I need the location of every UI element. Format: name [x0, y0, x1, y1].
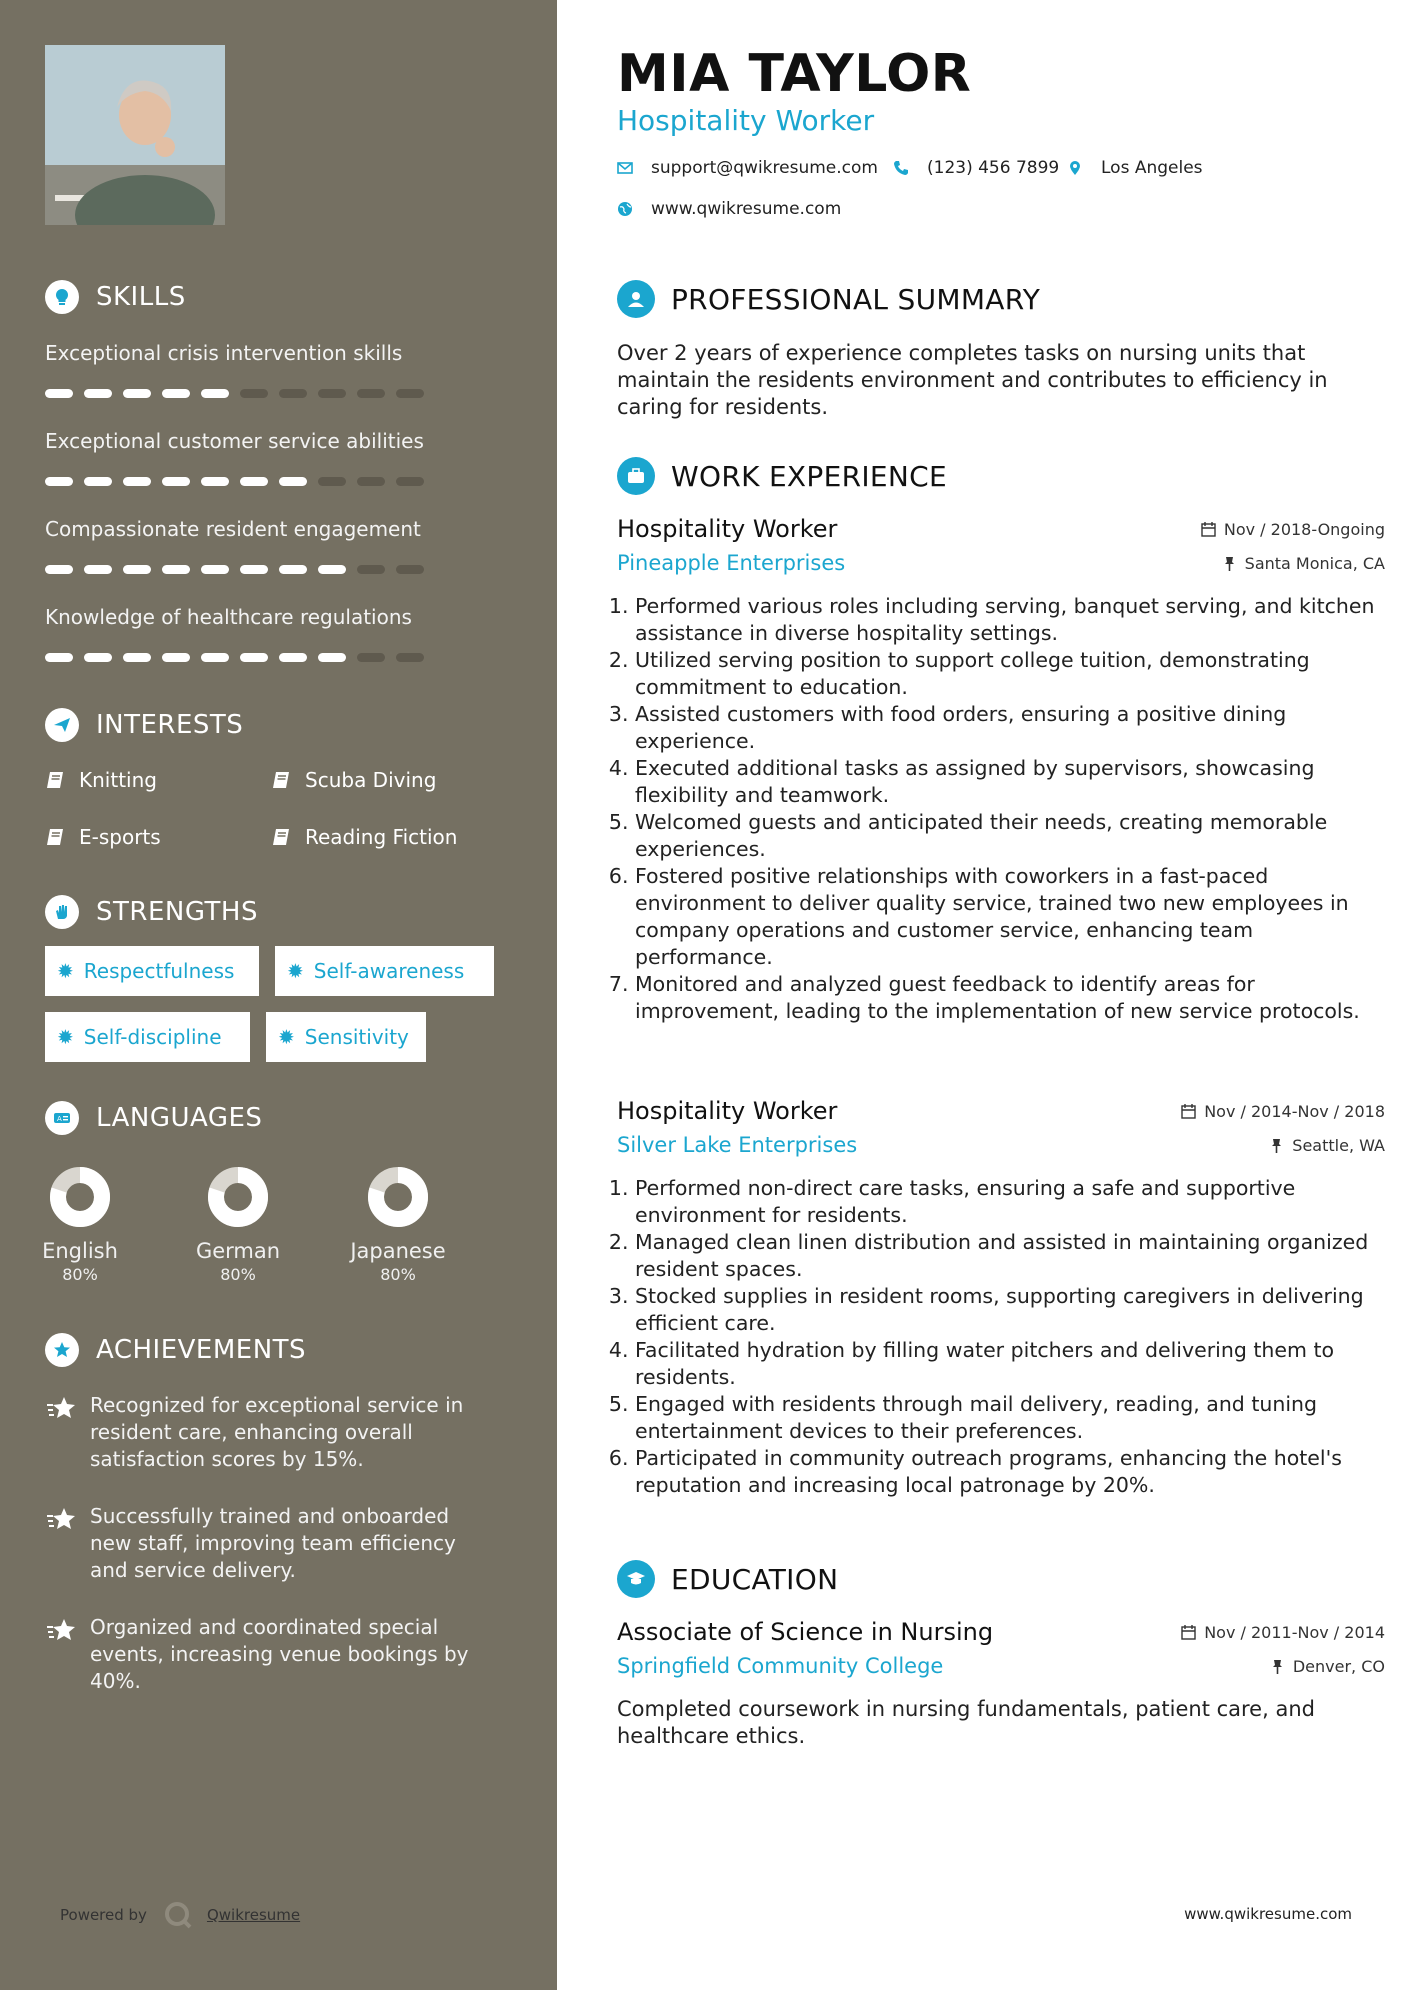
education-location: Denver, CO — [1270, 1657, 1385, 1676]
summary-heading: PROFESSIONAL SUMMARY — [617, 280, 1040, 318]
list-item: 5. Engaged with residents through mail delivery, reading, and tuning entertainment devices to their preferences. — [635, 1391, 1385, 1445]
skill-level-bar — [45, 653, 475, 662]
skill-level-segment — [396, 389, 424, 398]
language-item: German 80% — [168, 1165, 308, 1284]
skill-level-segment — [240, 477, 268, 486]
skill-level-segment — [201, 477, 229, 486]
list-item: 6. Participated in community outreach programs, enhancing the hotel's reputation and increasing local patronage by 20%. — [635, 1445, 1385, 1499]
badge-icon: ✹ — [57, 959, 74, 983]
strengths-heading: STRENGTHS — [45, 895, 258, 929]
skill-level-segment — [123, 565, 151, 574]
contact-location: Los Angeles — [1067, 158, 1203, 178]
pushpin-icon — [1222, 556, 1237, 571]
footer-website[interactable]: www.qwikresume.com — [1184, 1905, 1352, 1923]
skill-level-bar — [45, 565, 475, 574]
badge-icon: ✹ — [278, 1025, 295, 1049]
language-item: English 80% — [10, 1165, 150, 1284]
strength-chip: ✹ Self-awareness — [275, 946, 494, 996]
briefcase-icon — [617, 457, 655, 495]
skill-level-segment — [162, 389, 190, 398]
list-item: 2. Managed clean linen distribution and assisted in maintaining organized resident spaces. — [635, 1229, 1385, 1283]
summary-text: Over 2 years of experience completes tasks on nursing units that maintain the residents environment and contributes to efficiency in caring for residents. — [617, 341, 1328, 419]
skill-level-segment — [240, 389, 268, 398]
interest-item: Reading Fiction — [271, 825, 457, 849]
skill-level-bar — [45, 477, 475, 486]
skill-level-segment — [123, 477, 151, 486]
skill-level-segment — [318, 653, 346, 662]
skill-item: Compassionate resident engagement — [45, 517, 475, 574]
strength-chip: ✹ Sensitivity — [266, 1012, 426, 1062]
contact-phone: (123) 456 7899 — [893, 158, 1059, 178]
book-icon — [45, 769, 67, 791]
contact-website: www.qwikresume.com — [617, 199, 841, 219]
job-entry — [617, 1097, 1385, 1499]
profile-photo — [45, 45, 225, 225]
skill-level-segment — [201, 653, 229, 662]
skill-level-segment — [318, 477, 346, 486]
education-school: Springfield Community College — [617, 1654, 944, 1678]
skill-level-segment — [162, 477, 190, 486]
education-text: Completed coursework in nursing fundamentals, patient care, and healthcare ethics. — [617, 1697, 1315, 1748]
education-dates: Nov / 2011-Nov / 2014 — [1181, 1623, 1385, 1642]
interest-item: E-sports — [45, 825, 161, 849]
star-icon — [45, 1505, 79, 1535]
language-ring — [48, 1165, 112, 1229]
language-ring — [206, 1165, 270, 1229]
skill-item: Exceptional customer service abilities — [45, 429, 475, 486]
list-item: 4. Executed additional tasks as assigned by supervisors, showcasing flexibility and teamwork. — [635, 755, 1385, 809]
skill-level-segment — [45, 653, 73, 662]
list-item: 7. Monitored and analyzed guest feedback to identify areas for improvement, leading to the implementation of new service protocols. — [635, 971, 1385, 1025]
skill-level-segment — [279, 389, 307, 398]
interests-heading: INTERESTS — [45, 708, 243, 742]
skill-level-segment — [279, 565, 307, 574]
badge-icon: ✹ — [287, 959, 304, 983]
job-role: Hospitality Worker — [617, 1097, 838, 1125]
graduate-icon — [617, 1560, 655, 1598]
job-duties — [617, 593, 1385, 1025]
achievement-item: Organized and coordinated special events, increasing venue bookings by 40%. — [45, 1614, 495, 1695]
map-pin-icon — [1067, 160, 1083, 176]
badge-icon: ✹ — [57, 1025, 74, 1049]
qwikresume-logo-icon — [163, 1900, 193, 1930]
book-icon — [271, 769, 293, 791]
pushpin-icon — [1270, 1659, 1285, 1674]
skill-level-segment — [201, 389, 229, 398]
phone-icon — [893, 160, 909, 176]
job-dates: Nov / 2018-Ongoing — [1201, 520, 1385, 539]
skill-level-segment — [357, 477, 385, 486]
contact-email: support@qwikresume.com — [617, 158, 878, 178]
skill-level-segment — [84, 565, 112, 574]
hand-icon — [45, 895, 79, 929]
star-icon — [45, 1394, 79, 1424]
interest-item: Knitting — [45, 768, 157, 792]
job-location: Santa Monica, CA — [1222, 554, 1385, 573]
globe-icon — [617, 201, 633, 217]
skill-level-segment — [240, 653, 268, 662]
job-company: Pineapple Enterprises — [617, 551, 846, 575]
list-item: 6. Fostered positive relationships with coworkers in a fast-paced environment to deliver quality service, trained two new employees in company operations and customer service, enhancing team performance. — [635, 863, 1385, 971]
list-item: 2. Utilized serving position to support college tuition, demonstrating commitment to education. — [635, 647, 1385, 701]
qwikresume-link[interactable]: Qwikresume — [206, 1906, 301, 1924]
skill-level-segment — [45, 389, 73, 398]
job-entry — [617, 515, 1385, 1025]
language-icon — [45, 1101, 79, 1135]
job-company: Silver Lake Enterprises — [617, 1133, 858, 1157]
calendar-icon — [1201, 522, 1216, 537]
list-item: 4. Facilitated hydration by filling water pitchers and delivering them to residents. — [635, 1337, 1385, 1391]
calendar-icon — [1181, 1104, 1196, 1119]
skill-level-segment — [84, 477, 112, 486]
list-item: 3. Assisted customers with food orders, ensuring a positive dining experience. — [635, 701, 1385, 755]
calendar-icon — [1181, 1625, 1196, 1640]
achievements-heading: ACHIEVEMENTS — [45, 1333, 306, 1367]
education-heading: EDUCATION — [617, 1560, 838, 1598]
education-degree: Associate of Science in Nursing — [617, 1618, 994, 1646]
skill-level-segment — [84, 653, 112, 662]
pushpin-icon — [1269, 1138, 1284, 1153]
job-duties — [617, 1175, 1385, 1499]
list-item: 3. Stocked supplies in resident rooms, supporting caregivers in delivering efficient care. — [635, 1283, 1385, 1337]
skills-heading: SKILLS — [45, 280, 186, 314]
skill-level-segment — [396, 653, 424, 662]
svg-text:A: A — [57, 1115, 62, 1123]
star-icon — [45, 1616, 79, 1646]
job-dates: Nov / 2014-Nov / 2018 — [1181, 1102, 1385, 1121]
language-ring — [366, 1165, 430, 1229]
work-experience-heading: WORK EXPERIENCE — [617, 457, 947, 495]
book-icon — [271, 826, 293, 848]
skill-level-segment — [123, 653, 151, 662]
paper-plane-icon — [45, 708, 79, 742]
book-icon — [45, 826, 67, 848]
skill-level-segment — [396, 565, 424, 574]
skill-level-segment — [201, 565, 229, 574]
skill-level-segment — [45, 477, 73, 486]
main-content — [557, 0, 1407, 1990]
education-entry — [617, 1618, 1385, 1750]
strength-chip: ✹ Respectfulness — [45, 946, 259, 996]
skill-level-segment — [279, 653, 307, 662]
job-role: Hospitality Worker — [617, 515, 838, 543]
skill-level-segment — [123, 389, 151, 398]
star-badge-icon — [45, 1333, 79, 1367]
skill-level-segment — [279, 477, 307, 486]
language-item: Japanese 80% — [328, 1165, 468, 1284]
candidate-name: MIA TAYLOR — [617, 44, 972, 104]
skill-level-segment — [162, 565, 190, 574]
skill-level-segment — [357, 389, 385, 398]
skill-level-segment — [240, 565, 268, 574]
lightbulb-icon — [45, 280, 79, 314]
list-item: 1. Performed non-direct care tasks, ensuring a safe and supportive environment for residents. — [635, 1175, 1385, 1229]
languages-heading: A LANGUAGES — [45, 1101, 262, 1135]
strength-chip: ✹ Self-discipline — [45, 1012, 250, 1062]
skill-level-segment — [396, 477, 424, 486]
achievement-item: Recognized for exceptional service in resident care, enhancing overall satisfaction scores by 15%. — [45, 1392, 495, 1473]
skill-level-segment — [162, 653, 190, 662]
list-item: 1. Performed various roles including serving, banquet serving, and kitchen assistance in diverse hospitality settings. — [635, 593, 1385, 647]
skill-item: Knowledge of healthcare regulations — [45, 605, 475, 662]
user-icon — [617, 280, 655, 318]
list-item: 5. Welcomed guests and anticipated their needs, creating memorable experiences. — [635, 809, 1385, 863]
envelope-icon — [617, 160, 633, 176]
skill-level-segment — [45, 565, 73, 574]
job-location: Seattle, WA — [1269, 1136, 1385, 1155]
skill-level-segment — [357, 565, 385, 574]
powered-by: Powered by Qwikresume — [60, 1900, 300, 1930]
achievement-item: Successfully trained and onboarded new staff, improving team efficiency and service delivery. — [45, 1503, 495, 1584]
candidate-title: Hospitality Worker — [617, 104, 875, 137]
skill-level-segment — [318, 389, 346, 398]
sidebar — [0, 0, 557, 1990]
interest-item: Scuba Diving — [271, 768, 436, 792]
skill-level-bar — [45, 389, 475, 398]
skill-item: Exceptional crisis intervention skills — [45, 341, 475, 398]
skill-level-segment — [84, 389, 112, 398]
skill-level-segment — [357, 653, 385, 662]
skill-level-segment — [318, 565, 346, 574]
